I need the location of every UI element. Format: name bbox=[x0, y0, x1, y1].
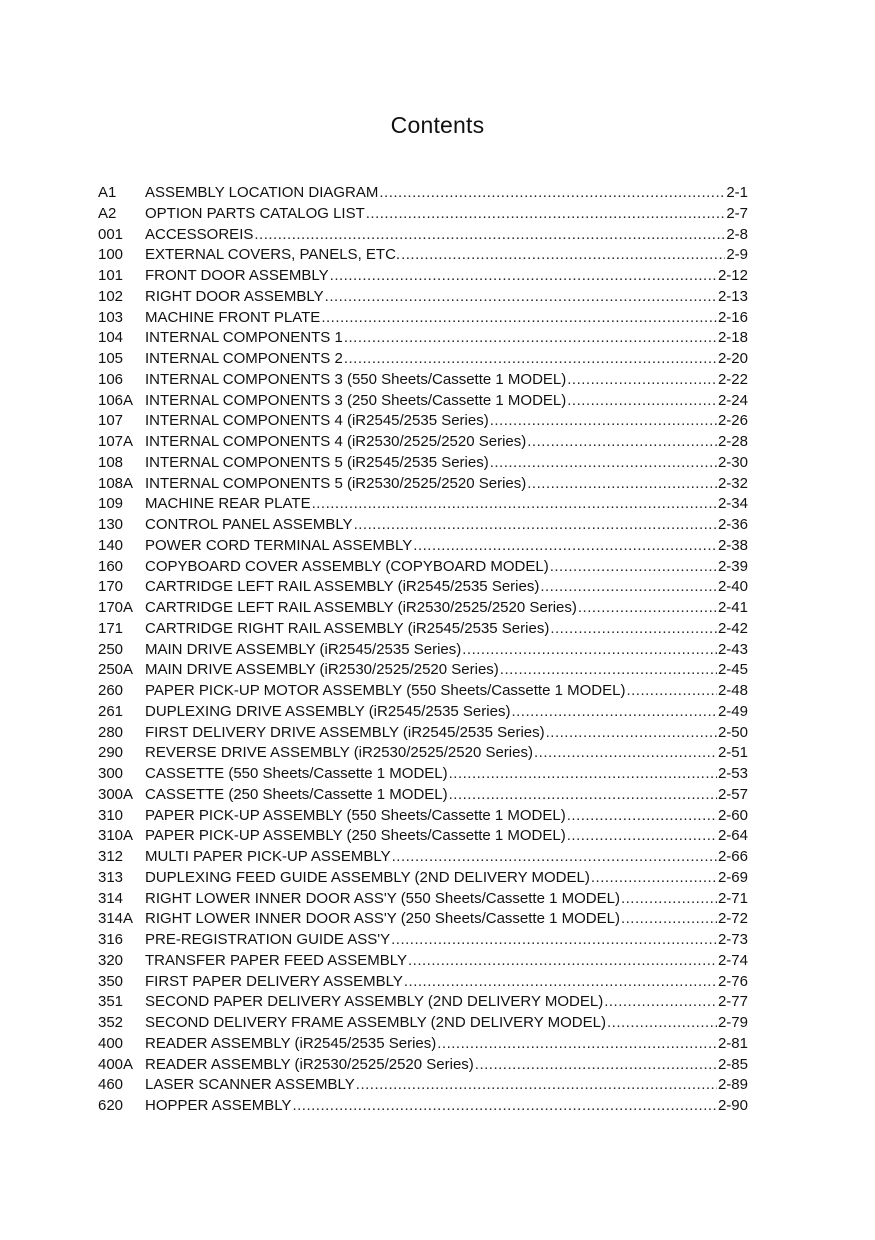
toc-entry-number: 352 bbox=[98, 1014, 124, 1031]
toc-entry-number: 350 bbox=[98, 972, 124, 990]
toc-dot-leader bbox=[392, 847, 717, 868]
toc-entry-title: CASSETTE (250 Sheets/Cassette 1 MODEL) bbox=[145, 785, 448, 803]
toc-entry-number: 620 bbox=[98, 1097, 124, 1114]
toc-entry-page: 2-66 bbox=[717, 848, 748, 865]
toc-entry-title: HOPPER ASSEMBLY bbox=[145, 1097, 292, 1114]
toc-entry-page: 2-9 bbox=[726, 246, 748, 264]
toc-entry-number: 170A bbox=[98, 599, 134, 616]
toc-entry[interactable] bbox=[98, 1034, 748, 1055]
toc-entry-title: INTERNAL COMPONENTS 4 (iR2530/2525/2520 Series) bbox=[145, 433, 527, 450]
toc-entry-page: 2-18 bbox=[717, 329, 748, 347]
toc-entry-number: 250 bbox=[98, 640, 124, 658]
toc-dot-leader bbox=[413, 536, 717, 557]
toc-entry[interactable] bbox=[98, 287, 748, 308]
toc-entry-number: 100 bbox=[98, 246, 124, 264]
toc-entry-page: 2-81 bbox=[717, 1034, 748, 1052]
toc-entry[interactable] bbox=[98, 743, 748, 764]
toc-entry[interactable] bbox=[98, 494, 748, 515]
toc-entry-page: 2-41 bbox=[717, 599, 748, 616]
page-title: Contents bbox=[390, 112, 485, 138]
toc-dot-leader bbox=[475, 1055, 717, 1076]
toc-entry-page: 2-50 bbox=[717, 723, 748, 741]
toc-entry-title: TRANSFER PAPER FEED ASSEMBLY bbox=[145, 951, 408, 969]
toc-entry-title: FIRST DELIVERY DRIVE ASSEMBLY (iR2545/2535 Series) bbox=[145, 723, 545, 741]
toc-entry-page: 2-64 bbox=[717, 827, 748, 845]
toc-entry[interactable] bbox=[98, 764, 748, 785]
toc-entry-number: 130 bbox=[98, 516, 124, 533]
toc-entry-title: PRE-REGISTRATION GUIDE ASS'Y bbox=[145, 931, 391, 948]
toc-entry-number: 400A bbox=[98, 1055, 134, 1073]
toc-entry[interactable] bbox=[98, 515, 748, 536]
toc-entry[interactable] bbox=[98, 951, 748, 972]
toc-entry-number: 250A bbox=[98, 661, 134, 679]
toc-entry-page: 2-72 bbox=[717, 910, 748, 928]
toc-entry[interactable] bbox=[98, 909, 748, 930]
toc-dot-leader bbox=[325, 287, 717, 308]
toc-entry-title: COPYBOARD COVER ASSEMBLY (COPYBOARD MODEL) bbox=[145, 557, 549, 575]
toc-dot-leader bbox=[366, 204, 726, 225]
toc-entry[interactable] bbox=[98, 308, 748, 329]
toc-entry-title: REVERSE DRIVE ASSEMBLY (iR2530/2525/2520 Series) bbox=[145, 744, 533, 762]
toc-dot-leader bbox=[354, 515, 717, 536]
toc-entry-title: SECOND PAPER DELIVERY ASSEMBLY (2ND DELIVERY MODEL) bbox=[145, 993, 604, 1011]
toc-dot-leader bbox=[330, 266, 717, 287]
toc-entry-number: 290 bbox=[98, 744, 124, 762]
toc-entry-number: 261 bbox=[98, 702, 124, 720]
toc-entry-page: 2-26 bbox=[717, 412, 748, 430]
toc-entry-number: 320 bbox=[98, 951, 124, 969]
toc-entry-number: 314A bbox=[98, 910, 134, 928]
toc-dot-leader bbox=[567, 806, 717, 827]
toc-entry[interactable] bbox=[98, 785, 748, 806]
toc-entry[interactable] bbox=[98, 619, 748, 640]
toc-entry[interactable] bbox=[98, 1075, 748, 1096]
toc-entry-page: 2-40 bbox=[717, 578, 748, 596]
toc-entry[interactable] bbox=[98, 660, 748, 681]
toc-dot-leader bbox=[449, 764, 717, 785]
toc-entry-page: 2-49 bbox=[717, 702, 748, 720]
toc-entry-number: 109 bbox=[98, 495, 124, 513]
toc-entry-title: INTERNAL COMPONENTS 3 (550 Sheets/Cassette 1 MODEL) bbox=[145, 370, 567, 388]
toc-entry-number: 310 bbox=[98, 806, 124, 824]
toc-entry-page: 2-34 bbox=[717, 495, 748, 513]
toc-entry-page: 2-16 bbox=[717, 308, 748, 326]
toc-entry-title: RIGHT LOWER INNER DOOR ASS'Y (250 Sheets/Cassette 1 MODEL) bbox=[145, 910, 620, 928]
toc-entry-title: ASSEMBLY LOCATION DIAGRAM bbox=[145, 184, 379, 201]
toc-entry-page: 2-69 bbox=[717, 868, 748, 886]
toc-dot-leader bbox=[567, 391, 717, 412]
toc-entry-number: 107A bbox=[98, 433, 134, 450]
toc-entry-number: 102 bbox=[98, 287, 124, 305]
toc-entry-number: 351 bbox=[98, 993, 124, 1011]
toc-entry-number: 460 bbox=[98, 1076, 124, 1094]
toc-entry-number: 314 bbox=[98, 889, 124, 907]
toc-entry-number: 108 bbox=[98, 453, 124, 471]
toc-entry-page: 2-79 bbox=[717, 1014, 748, 1031]
toc-entry[interactable] bbox=[98, 370, 748, 391]
toc-entry-page: 2-13 bbox=[717, 287, 748, 305]
toc-entry-page: 2-22 bbox=[717, 370, 748, 388]
toc-dot-leader bbox=[540, 577, 717, 598]
toc-entry-number: 106 bbox=[98, 370, 124, 388]
toc-entry-page: 2-20 bbox=[717, 350, 748, 367]
toc-dot-leader bbox=[312, 494, 717, 515]
toc-entry-title: CARTRIDGE LEFT RAIL ASSEMBLY (iR2530/2525/2520 Series) bbox=[145, 599, 577, 616]
toc-entry-number: 140 bbox=[98, 536, 124, 554]
toc-entry[interactable] bbox=[98, 328, 748, 349]
toc-entry[interactable] bbox=[98, 536, 748, 557]
toc-entry[interactable] bbox=[98, 723, 748, 744]
toc-dot-leader bbox=[591, 868, 717, 889]
toc-entry[interactable] bbox=[98, 806, 748, 827]
toc-dot-leader bbox=[550, 619, 717, 640]
toc-entry[interactable] bbox=[98, 681, 748, 702]
toc-entry-number: 103 bbox=[98, 308, 124, 326]
toc-entry-page: 2-51 bbox=[717, 744, 748, 762]
toc-entry-title: DUPLEXING FEED GUIDE ASSEMBLY (2ND DELIVERY MODEL) bbox=[145, 868, 590, 886]
toc-dot-leader bbox=[621, 889, 717, 910]
toc-entry-title: FIRST PAPER DELIVERY ASSEMBLY bbox=[145, 972, 403, 990]
toc-entry-page: 2-28 bbox=[717, 433, 748, 450]
toc-entry-page: 2-7 bbox=[726, 204, 748, 222]
toc-dot-leader bbox=[621, 909, 717, 930]
toc-entry-page: 2-48 bbox=[717, 682, 748, 699]
toc-entry-page: 2-77 bbox=[717, 993, 748, 1011]
toc-entry-title: INTERNAL COMPONENTS 5 (iR2530/2525/2520 Series) bbox=[145, 474, 527, 492]
toc-entry-number: 171 bbox=[98, 619, 124, 637]
toc-entry-number: 313 bbox=[98, 868, 124, 886]
toc-entry-page: 2-60 bbox=[717, 806, 748, 824]
toc-entry[interactable] bbox=[98, 204, 748, 225]
toc-entry-title: INTERNAL COMPONENTS 5 (iR2545/2535 Series) bbox=[145, 453, 489, 471]
toc-dot-leader bbox=[292, 1096, 717, 1117]
toc-dot-leader bbox=[449, 785, 717, 806]
toc-entry-title: FRONT DOOR ASSEMBLY bbox=[145, 267, 329, 284]
toc-entry-title: DUPLEXING DRIVE ASSEMBLY (iR2545/2535 Series) bbox=[145, 702, 511, 720]
toc-entry-title: EXTERNAL COVERS, PANELS, ETC. bbox=[145, 246, 401, 264]
toc-entry-number: 101 bbox=[98, 267, 124, 284]
toc-entry-title: PAPER PICK-UP MOTOR ASSEMBLY (550 Sheets/Cassette 1 MODEL) bbox=[145, 682, 626, 699]
toc-entry-number: 312 bbox=[98, 848, 124, 865]
toc-entry-page: 2-71 bbox=[717, 889, 748, 907]
toc-entry[interactable] bbox=[98, 889, 748, 910]
toc-entry[interactable] bbox=[98, 225, 748, 246]
toc-entry[interactable] bbox=[98, 577, 748, 598]
toc-dot-leader bbox=[604, 992, 717, 1013]
toc-entry[interactable] bbox=[98, 349, 748, 370]
toc-entry-number: 107 bbox=[98, 412, 124, 430]
toc-dot-leader bbox=[254, 225, 725, 246]
toc-dot-leader bbox=[534, 743, 717, 764]
toc-entry[interactable] bbox=[98, 557, 748, 578]
toc-entry-title: CARTRIDGE LEFT RAIL ASSEMBLY (iR2545/2535 Series) bbox=[145, 578, 540, 596]
toc-dot-leader bbox=[546, 723, 717, 744]
toc-entry-title: MACHINE FRONT PLATE bbox=[145, 308, 321, 326]
toc-entry[interactable] bbox=[98, 992, 748, 1013]
toc-entry-number: 106A bbox=[98, 391, 134, 409]
toc-entry-page: 2-30 bbox=[717, 453, 748, 471]
toc-entry-title: LASER SCANNER ASSEMBLY bbox=[145, 1076, 355, 1094]
toc-entry-title: INTERNAL COMPONENTS 2 bbox=[145, 350, 343, 367]
toc-dot-leader bbox=[356, 1075, 717, 1096]
toc-entry-page: 2-45 bbox=[717, 661, 748, 679]
toc-entry[interactable] bbox=[98, 702, 748, 723]
toc-entry[interactable] bbox=[98, 1096, 748, 1117]
toc-entry-number: 160 bbox=[98, 557, 124, 575]
toc-entry-page: 2-43 bbox=[717, 640, 748, 658]
toc-dot-leader bbox=[607, 1013, 717, 1034]
toc-entry-number: 108A bbox=[98, 474, 134, 492]
toc-dot-leader bbox=[437, 1034, 717, 1055]
toc-entry-title: MAIN DRIVE ASSEMBLY (iR2545/2535 Series) bbox=[145, 640, 462, 658]
toc-entry-number: 001 bbox=[98, 225, 124, 243]
toc-entry-title: CASSETTE (550 Sheets/Cassette 1 MODEL) bbox=[145, 765, 448, 782]
toc-entry[interactable] bbox=[98, 1013, 748, 1034]
toc-dot-leader bbox=[490, 411, 717, 432]
toc-dot-leader bbox=[550, 557, 717, 578]
toc-entry[interactable] bbox=[98, 868, 748, 889]
toc-entry[interactable] bbox=[98, 640, 748, 661]
toc-entry-number: A1 bbox=[98, 184, 117, 201]
toc-entry[interactable] bbox=[98, 411, 748, 432]
toc-entry[interactable] bbox=[98, 453, 748, 474]
toc-entry-page: 2-74 bbox=[717, 951, 748, 969]
toc-entry-page: 2-8 bbox=[726, 225, 748, 243]
toc-entry-page: 2-85 bbox=[717, 1055, 748, 1073]
toc-entry-number: 260 bbox=[98, 682, 124, 699]
toc-dot-leader bbox=[344, 328, 717, 349]
toc-entry-title: MULTI PAPER PICK-UP ASSEMBLY bbox=[145, 848, 391, 865]
toc-dot-leader bbox=[462, 640, 717, 661]
toc-dot-leader bbox=[408, 951, 717, 972]
toc-entry-page: 2-32 bbox=[717, 474, 748, 492]
toc-entry-page: 2-90 bbox=[717, 1097, 748, 1114]
toc-entry-number: 400 bbox=[98, 1034, 124, 1052]
toc-dot-leader bbox=[490, 453, 717, 474]
toc-entry[interactable] bbox=[98, 266, 748, 287]
toc-entry-title: SECOND DELIVERY FRAME ASSEMBLY (2ND DELIVERY MODEL) bbox=[145, 1014, 606, 1031]
toc-dot-leader bbox=[578, 598, 717, 619]
toc-entry-title: PAPER PICK-UP ASSEMBLY (550 Sheets/Cassette 1 MODEL) bbox=[145, 806, 566, 824]
toc-dot-leader bbox=[401, 245, 725, 266]
toc-entry[interactable] bbox=[98, 1055, 748, 1076]
toc-entry-number: 300A bbox=[98, 785, 134, 803]
toc-dot-leader bbox=[321, 308, 717, 329]
toc-entry-page: 2-1 bbox=[726, 184, 748, 201]
toc-dot-leader bbox=[511, 702, 717, 723]
toc-dot-leader bbox=[379, 183, 725, 204]
toc-entry[interactable] bbox=[98, 432, 748, 453]
toc-entry-number: 280 bbox=[98, 723, 124, 741]
toc-entry-title: MAIN DRIVE ASSEMBLY (iR2530/2525/2520 Series) bbox=[145, 661, 499, 679]
table-of-contents bbox=[98, 183, 748, 1117]
toc-entry-title: READER ASSEMBLY (iR2545/2535 Series) bbox=[145, 1034, 437, 1052]
toc-entry-title: INTERNAL COMPONENTS 3 (250 Sheets/Cassette 1 MODEL) bbox=[145, 391, 567, 409]
toc-entry-title: RIGHT LOWER INNER DOOR ASS'Y (550 Sheets/Cassette 1 MODEL) bbox=[145, 889, 620, 907]
toc-entry-number: 310A bbox=[98, 827, 134, 845]
toc-entry-number: 170 bbox=[98, 578, 124, 596]
toc-entry-title: CONTROL PANEL ASSEMBLY bbox=[145, 516, 353, 533]
toc-entry[interactable] bbox=[98, 930, 748, 951]
toc-entry-title: INTERNAL COMPONENTS 1 bbox=[145, 329, 343, 347]
toc-dot-leader bbox=[567, 826, 717, 847]
toc-dot-leader bbox=[500, 660, 717, 681]
toc-entry[interactable] bbox=[98, 245, 748, 266]
toc-entry-page: 2-42 bbox=[717, 619, 748, 637]
toc-entry-page: 2-36 bbox=[717, 516, 748, 533]
toc-entry-title: MACHINE REAR PLATE bbox=[145, 495, 311, 513]
toc-entry[interactable] bbox=[98, 391, 748, 412]
toc-entry[interactable] bbox=[98, 183, 748, 204]
toc-entry-number: 104 bbox=[98, 329, 124, 347]
toc-dot-leader bbox=[626, 681, 717, 702]
toc-entry-number: 316 bbox=[98, 931, 124, 948]
toc-dot-leader bbox=[404, 972, 717, 993]
toc-entry-page: 2-39 bbox=[717, 557, 748, 575]
toc-dot-leader bbox=[527, 432, 717, 453]
toc-entry[interactable] bbox=[98, 826, 748, 847]
toc-dot-leader bbox=[567, 370, 717, 391]
toc-entry-title: READER ASSEMBLY (iR2530/2525/2520 Series) bbox=[145, 1055, 474, 1073]
toc-entry-page: 2-53 bbox=[717, 765, 748, 782]
toc-entry[interactable] bbox=[98, 972, 748, 993]
toc-entry-title: OPTION PARTS CATALOG LIST bbox=[145, 204, 365, 222]
toc-entry-page: 2-38 bbox=[717, 536, 748, 554]
toc-entry-number: 105 bbox=[98, 350, 124, 367]
toc-entry-page: 2-24 bbox=[717, 391, 748, 409]
toc-entry-title: ACCESSOREIS bbox=[145, 225, 254, 243]
toc-entry-title: PAPER PICK-UP ASSEMBLY (250 Sheets/Cassette 1 MODEL) bbox=[145, 827, 566, 845]
toc-entry-title: POWER CORD TERMINAL ASSEMBLY bbox=[145, 536, 413, 554]
toc-entry-page: 2-89 bbox=[717, 1076, 748, 1094]
toc-entry-number: 300 bbox=[98, 765, 124, 782]
toc-entry-title: RIGHT DOOR ASSEMBLY bbox=[145, 287, 324, 305]
toc-entry[interactable] bbox=[98, 598, 748, 619]
toc-entry-page: 2-12 bbox=[717, 267, 748, 284]
toc-entry[interactable] bbox=[98, 474, 748, 495]
toc-entry-page: 2-73 bbox=[717, 931, 748, 948]
toc-dot-leader bbox=[527, 474, 717, 495]
toc-dot-leader bbox=[344, 349, 717, 370]
toc-dot-leader bbox=[391, 930, 717, 951]
toc-entry-page: 2-76 bbox=[717, 972, 748, 990]
toc-entry-number: A2 bbox=[98, 204, 117, 222]
toc-entry-title: CARTRIDGE RIGHT RAIL ASSEMBLY (iR2545/2535 Series) bbox=[145, 619, 550, 637]
toc-entry[interactable] bbox=[98, 847, 748, 868]
toc-entry-title: INTERNAL COMPONENTS 4 (iR2545/2535 Series) bbox=[145, 412, 489, 430]
toc-entry-page: 2-57 bbox=[717, 785, 748, 803]
